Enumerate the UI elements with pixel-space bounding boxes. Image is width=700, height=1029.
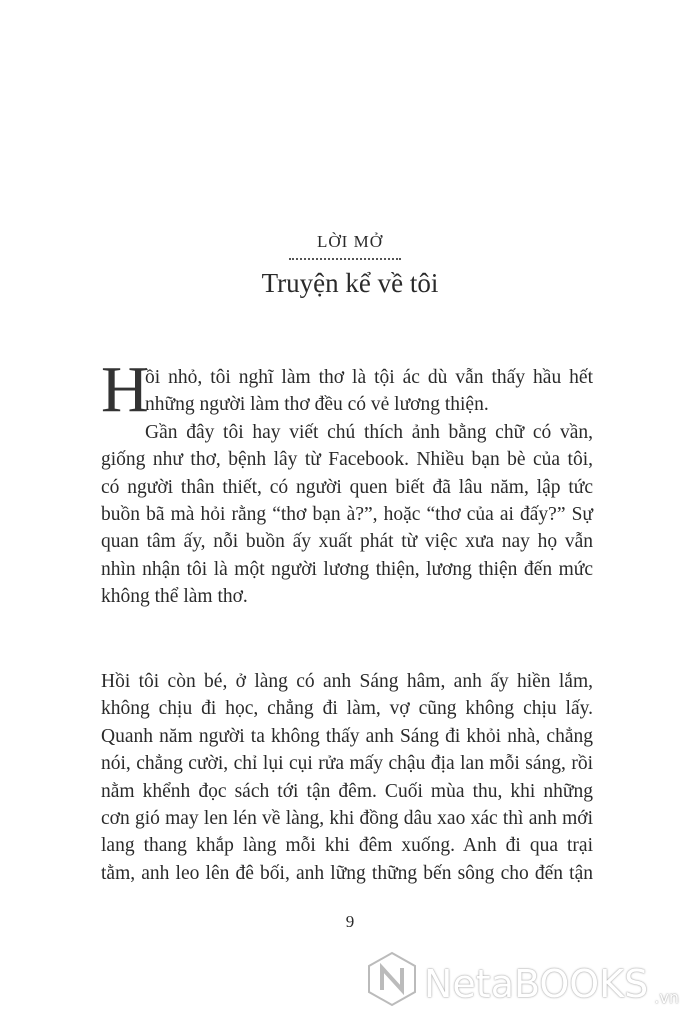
text-line: ồi nhỏ, tôi nghĩ làm thơ là tội ác dù vẫn thấy hầu hết bbox=[145, 367, 593, 388]
text-line: lang thang khắp làng mỗi khi đêm xuống. Anh đi qua trại bbox=[101, 835, 593, 857]
text-line: không thể làm thơ. bbox=[101, 586, 248, 608]
text-line: Hồi tôi còn bé, ở làng có anh Sáng hâm, anh ấy hiền lắm, bbox=[101, 671, 593, 692]
chapter-kicker: LỜI MỞ bbox=[317, 232, 383, 251]
dotted-divider bbox=[289, 258, 401, 260]
text-line: nói, chẳng cười, chỉ lụi cụi rửa mấy chậu địa lan mỗi sáng, rồi bbox=[101, 753, 593, 775]
text-line: có người thân thiết, có người quen biết đã lâu năm, lập tức bbox=[101, 476, 593, 498]
page-number: 9 bbox=[345, 912, 355, 931]
paragraph-section-1 bbox=[101, 364, 593, 611]
text-line: nhìn nhận tôi là một người lương thiện, lương thiện đến mức bbox=[101, 558, 593, 580]
text-line: Quanh năm người ta không thấy anh Sáng đi khỏi nhà, chẳng bbox=[101, 725, 593, 747]
drop-cap: H bbox=[101, 353, 149, 426]
netabooks-hexagon-logo-icon bbox=[366, 950, 418, 1017]
text-line: cơn gió may len lén về làng, khi đồng dâu xao xác thì anh mới bbox=[101, 807, 593, 829]
text-line: Gần đây tôi hay viết chú thích ảnh bằng chữ có vần, bbox=[145, 421, 593, 443]
text-line: những người làm thơ đều có vẻ lương thiện. bbox=[145, 394, 489, 416]
text-line: nằm khểnh đọc sách tới tận đêm. Cuối mùa thu, khi những bbox=[101, 780, 593, 802]
text-line: quan tâm ấy, nỗi buồn ấy xuất phát từ việc xưa nay họ vẫn bbox=[101, 531, 593, 553]
text-line: không chịu đi học, chẳng đi làm, vợ cũng không chịu lấy. bbox=[101, 698, 593, 720]
text-line: buồn bã mà hỏi rằng “thơ bạn à?”, hoặc “thơ của ai đấy?” Sự bbox=[101, 503, 593, 525]
paragraph-section-2 bbox=[101, 668, 593, 887]
text-line: giống như thơ, bệnh lây từ Facebook. Nhiều bạn bè của tôi, bbox=[101, 449, 593, 471]
text-line: tằm, anh leo lên đê bối, anh lững thững bến sông cho đến tận bbox=[101, 862, 593, 884]
chapter-title: Truyện kể về tôi bbox=[261, 268, 439, 298]
watermark-suffix: .vn bbox=[654, 988, 679, 1007]
watermark bbox=[366, 950, 679, 1017]
watermark-brand: NetaBOOKS bbox=[424, 961, 649, 1006]
